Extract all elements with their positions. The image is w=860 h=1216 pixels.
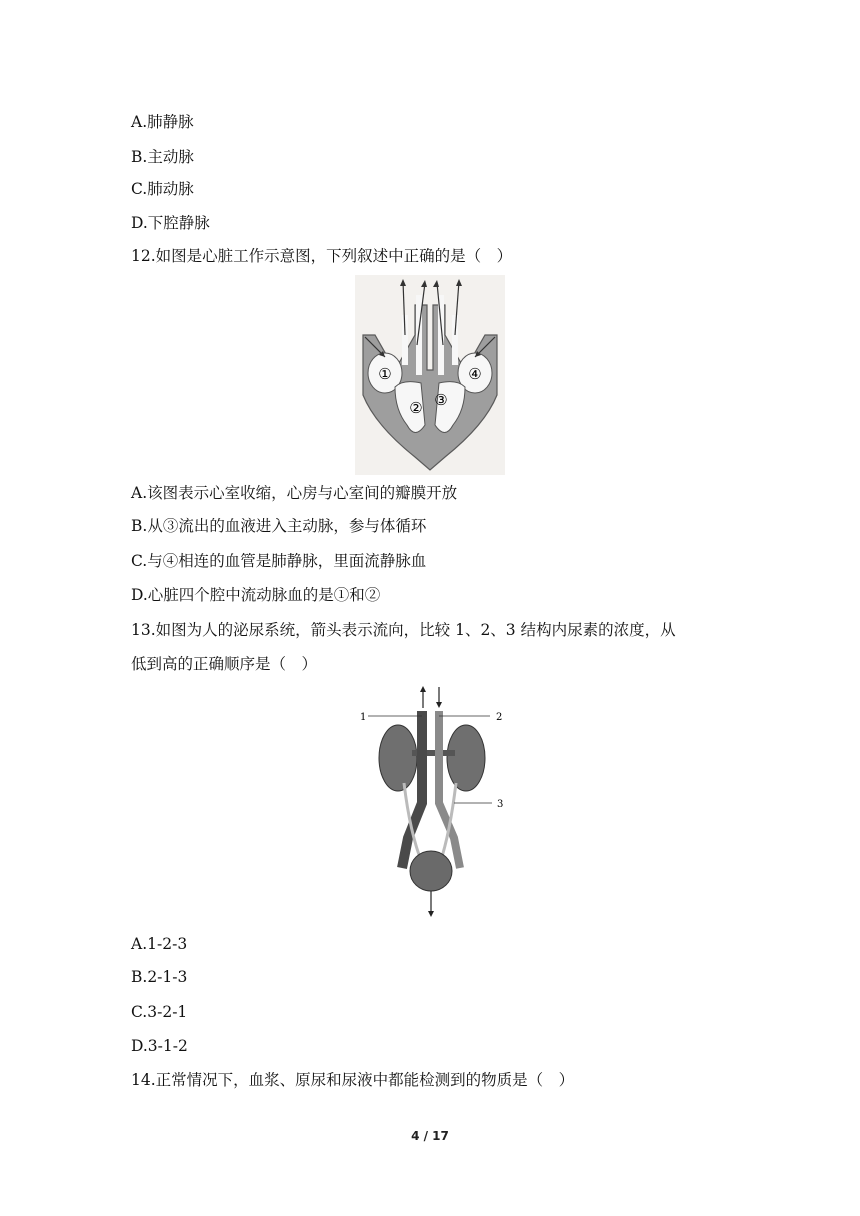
q13-option-a: A.1-2-3 (131, 935, 188, 953)
heart-label-2: ② (409, 399, 423, 417)
q13-stem-line1: 13.如图为人的泌尿系统，箭头表示流向，比较 1、2、3 结构内尿素的浓度，从 (131, 621, 676, 639)
heart-label-1: ① (378, 365, 392, 383)
heart-diagram (355, 275, 505, 475)
q11-option-d: D.下腔静脉 (131, 214, 210, 232)
q14-stem: 14.正常情况下，血浆、原尿和尿液中都能检测到的物质是（ ） (131, 1071, 575, 1089)
heart-label-4: ④ (468, 365, 482, 383)
q12-option-c: C.与④相连的血管是肺静脉，里面流静脉血 (131, 552, 427, 570)
q12-stem: 12.如图是心脏工作示意图，下列叙述中正确的是（ ） (131, 247, 513, 265)
urinary-system-diagram (350, 683, 520, 923)
q12-option-b: B.从③流出的血液进入主动脉，参与体循环 (131, 517, 427, 535)
q13-stem-line2: 低到高的正确顺序是（ ） (131, 655, 318, 673)
q12-option-a: A.该图表示心室收缩，心房与心室间的瓣膜开放 (131, 484, 458, 502)
q12-option-d: D.心脏四个腔中流动脉血的是①和② (131, 586, 381, 604)
page-number: 4 / 17 (411, 1129, 449, 1143)
q11-option-a: A.肺静脉 (131, 113, 194, 131)
q11-option-c: C.肺动脉 (131, 180, 194, 198)
q13-option-b: B.2-1-3 (131, 968, 188, 986)
q13-option-c: C.3-2-1 (131, 1003, 188, 1021)
urinary-label-2: 2 (496, 712, 503, 723)
q13-option-d: D.3-1-2 (131, 1037, 188, 1055)
urinary-label-3: 3 (497, 799, 504, 810)
q11-option-b: B.主动脉 (131, 148, 194, 166)
heart-label-3: ③ (434, 391, 448, 409)
urinary-label-1: 1 (360, 712, 367, 723)
